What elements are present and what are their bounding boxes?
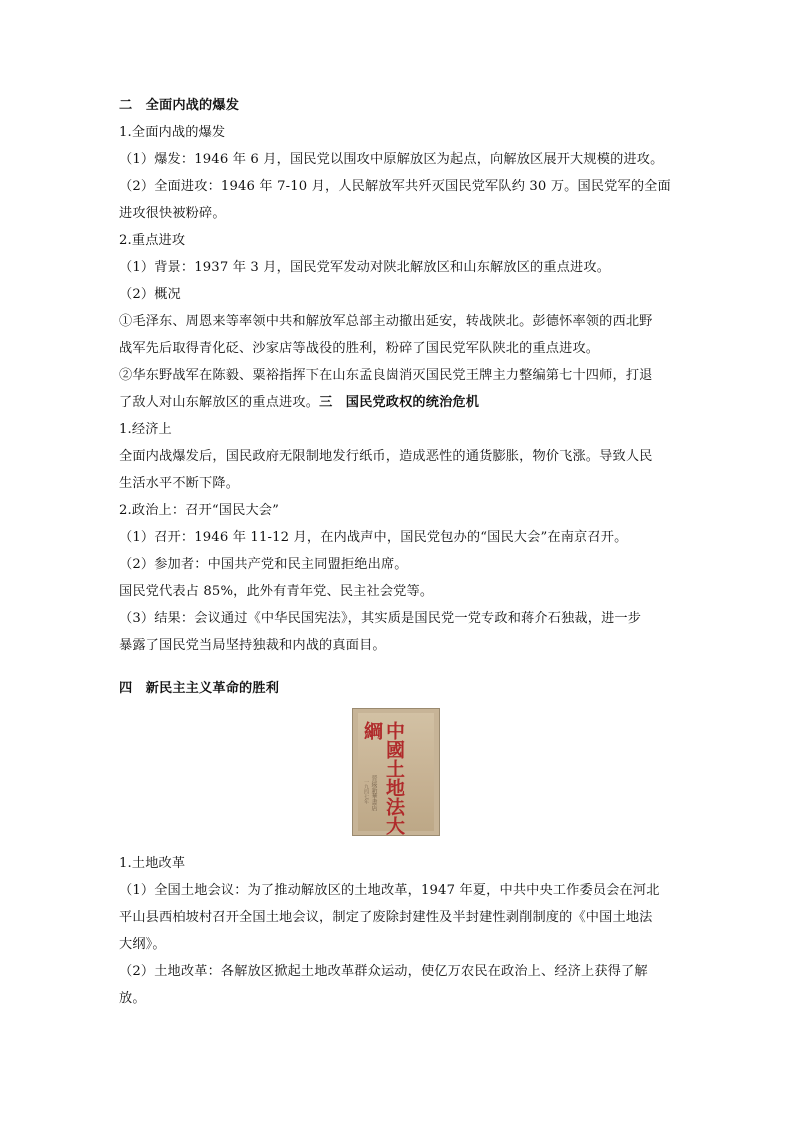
book-cover-title: 中國土地法大綱 — [361, 721, 405, 835]
section-heading-2: 二 全面内战的爆发 — [119, 98, 240, 113]
paragraph: ②华东野战军在陈毅、粟裕指挥下在山东孟良崮消灭国民党王牌主力整编第七十四师，打退 — [119, 368, 653, 383]
document-body — [119, 92, 675, 1012]
paragraph: 国民党代表占 85%，此外有青年党、民主社会党等。 — [119, 584, 434, 599]
paragraph: （1）召开：1946 年 11-12 月，在内战声中，国民党包办的“国民大会”在南京召开。 — [119, 530, 628, 545]
paragraph: 暴露了国民党当局坚持独裁和内战的真面目。 — [119, 638, 386, 653]
subheading: 1.全面内战的爆发 — [119, 125, 226, 140]
paragraph — [119, 389, 675, 416]
book-cover-publisher: 晉綏新華書店 — [370, 775, 377, 811]
paragraph: （1）全国土地会议：为了推动解放区的土地改革，1947 年夏，中共中央工作委员会在河北 — [119, 883, 660, 898]
paragraph: 进攻很快被粉碎。 — [119, 206, 226, 221]
book-cover-image — [352, 708, 440, 836]
paragraph: （1）爆发：1946 年 6 月，国民党以围攻中原解放区为起点，向解放区展开大规模的进攻。 — [119, 152, 664, 167]
paragraph: （1）背景：1937 年 3 月，国民党军发动对陕北解放区和山东解放区的重点进攻。 — [119, 260, 611, 275]
section-heading-4: 四 新民主主义革命的胜利 — [119, 681, 280, 696]
subheading: 1.土地改革 — [119, 856, 186, 871]
paragraph: 放。 — [119, 991, 146, 1006]
paragraph: ①毛泽东、周恩来等率领中共和解放军总部主动撤出延安，转战陕北。彭德怀率领的西北野 — [119, 314, 653, 329]
paragraph: 全面内战爆发后，国民政府无限制地发行纸币，造成恶性的通货膨胀，物价飞涨。导致人民 — [119, 449, 653, 464]
subheading: 2.重点进攻 — [119, 233, 186, 248]
subheading: 2.政治上：召开“国民大会” — [119, 503, 280, 518]
paragraph: 平山县西柏坡村召开全国土地会议，制定了废除封建性及半封建性剥削制度的《中国土地法 — [119, 910, 653, 925]
paragraph: （2）土地改革：各解放区掀起土地改革群众运动，使亿万农民在政治上、经济上获得了解 — [119, 964, 648, 979]
paragraph: （2）概况 — [119, 287, 181, 302]
paragraph: 大纲》。 — [119, 937, 166, 952]
paragraph: 战军先后取得青化砭、沙家店等战役的胜利，粉碎了国民党军队陕北的重点进攻。 — [119, 341, 600, 356]
book-cover-year: 一九四七年 — [363, 779, 369, 804]
paragraph: （3）结果：会议通过《中华民国宪法》，其实质是国民党一党专政和蒋介石独裁，进一步 — [119, 611, 642, 626]
book-cover-figure — [119, 706, 675, 848]
subheading: 1.经济上 — [119, 422, 172, 437]
paragraph: （2）参加者：中国共产党和民主同盟拒绝出席。 — [119, 557, 408, 572]
paragraph: 生活水平不断下降。 — [119, 476, 240, 491]
paragraph: （2）全面进攻：1946 年 7-10 月，人民解放军共歼灭国民党军队约 30 万。国民党军的全面 — [119, 179, 671, 194]
spacer — [119, 659, 675, 675]
paragraph-text: 了敌人对山东解放区的重点进攻。 — [119, 395, 320, 410]
section-heading-3: 三 国民党政权的统治危机 — [319, 395, 480, 410]
